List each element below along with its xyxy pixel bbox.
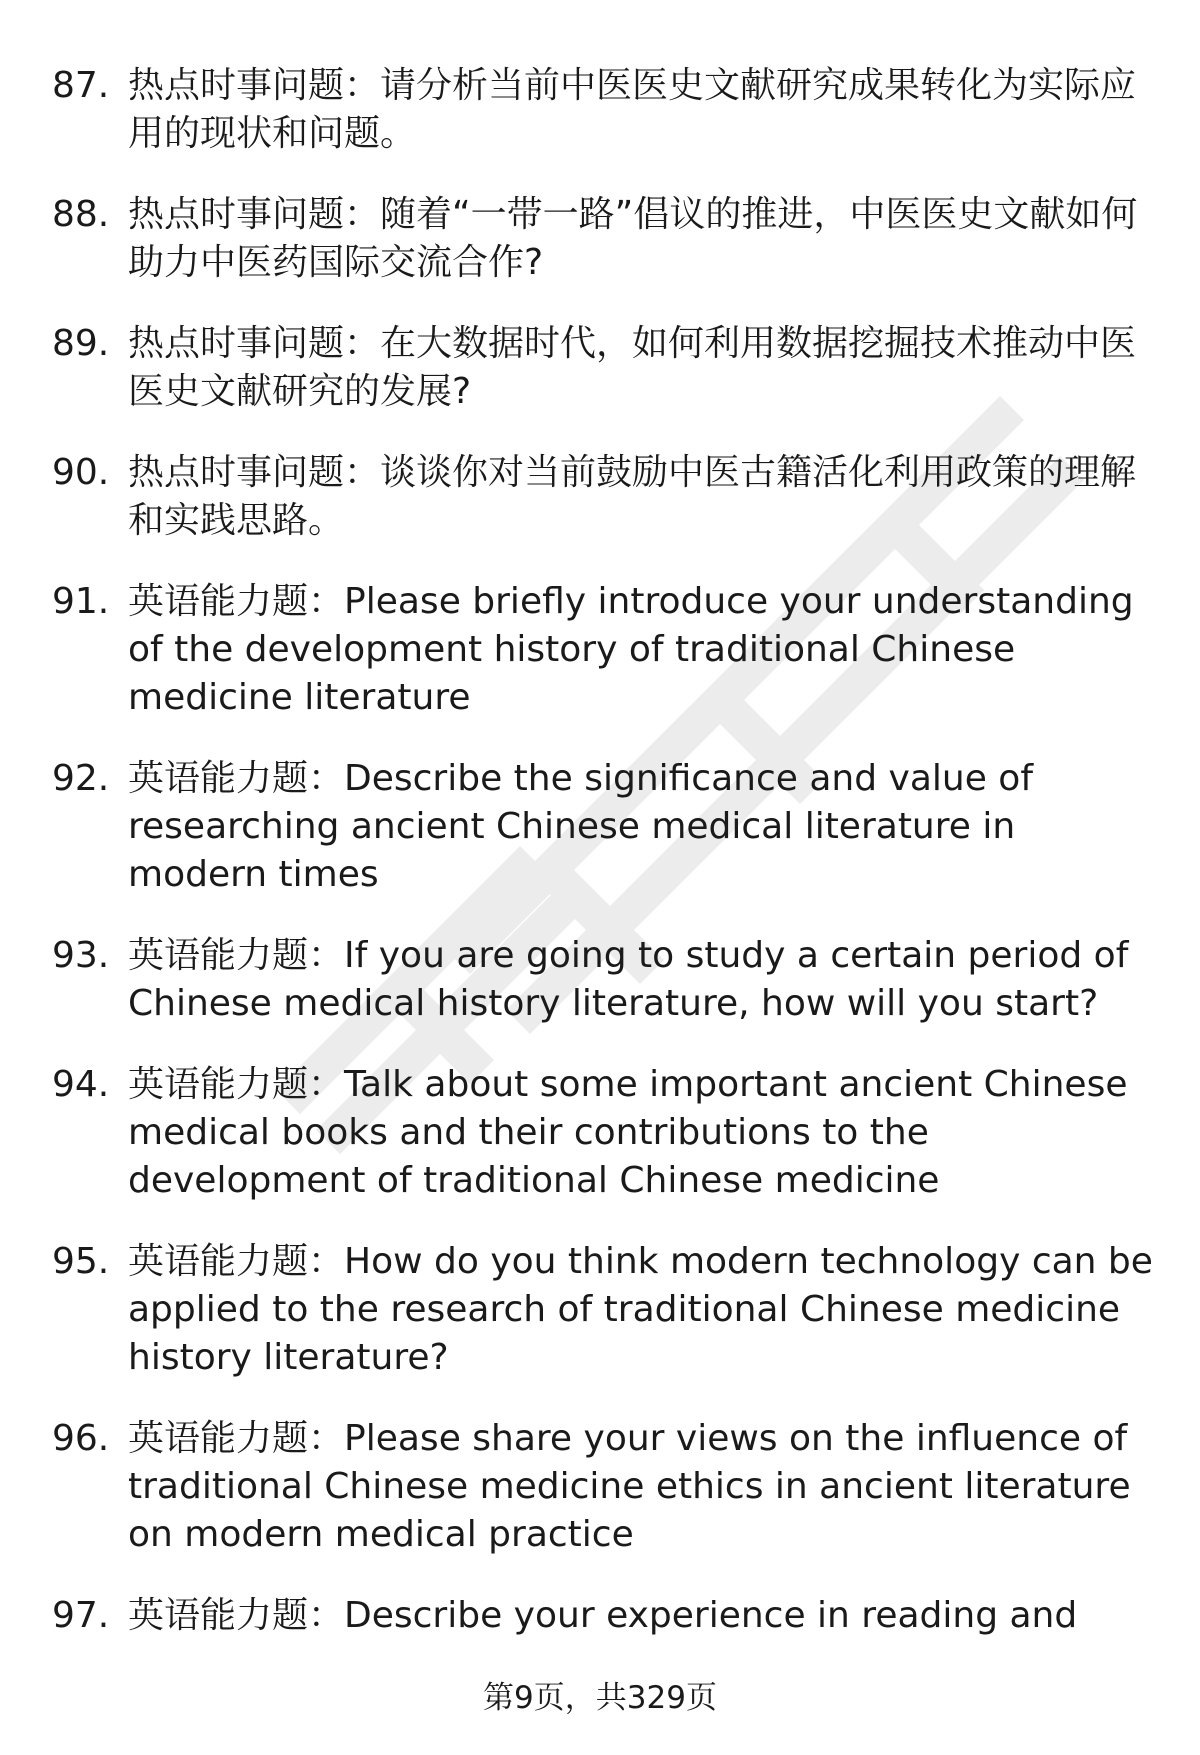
question-category: 英语能力题： [128, 1064, 345, 1105]
question-body [128, 320, 1162, 416]
question-list [52, 62, 1162, 1673]
question-body [128, 62, 1162, 158]
question-number: 90. [52, 452, 110, 493]
question-category: 英语能力题： [128, 1418, 345, 1459]
question-item [52, 62, 1162, 158]
question-body [128, 1061, 1162, 1205]
question-body [128, 1415, 1162, 1559]
question-item [52, 578, 1162, 722]
question-body [128, 578, 1162, 722]
question-item [52, 191, 1162, 287]
question-body [128, 449, 1162, 545]
question-item [52, 1061, 1162, 1205]
question-category: 热点时事问题： [128, 452, 381, 493]
question-text: If you are going to study a certain period of Chinese medical history literature, how will you start? [128, 935, 1129, 1024]
question-body [128, 1592, 1162, 1640]
question-number: 97. [52, 1595, 110, 1636]
question-category: 热点时事问题： [128, 194, 381, 235]
question-number: 91. [52, 581, 110, 622]
question-category: 英语能力题： [128, 758, 345, 799]
question-category: 热点时事问题： [128, 323, 381, 364]
question-category: 热点时事问题： [128, 65, 381, 106]
question-item [52, 1415, 1162, 1559]
question-category: 英语能力题： [128, 581, 345, 622]
question-category: 英语能力题： [128, 935, 345, 976]
question-text: Describe your experience in reading and [344, 1595, 1078, 1636]
question-number: 89. [52, 323, 110, 364]
question-text: 随着“一带一路”倡议的推进，中医医史文献如何助力中医药国际交流合作? [128, 194, 1138, 283]
question-number: 88. [52, 194, 110, 235]
question-item [52, 1592, 1162, 1640]
question-category: 英语能力题： [128, 1595, 345, 1636]
question-item [52, 320, 1162, 416]
question-text: Describe the significance and value of researching ancient Chinese medical literature in modern times [128, 758, 1034, 895]
question-text: 在大数据时代，如何利用数据挖掘技术推动中医医史文献研究的发展? [128, 323, 1137, 412]
question-item [52, 449, 1162, 545]
question-number: 94. [52, 1064, 110, 1105]
question-text: Please share your views on the influence of traditional Chinese medicine ethics in ancient literature on modern medical practice [128, 1418, 1131, 1555]
question-number: 93. [52, 935, 110, 976]
question-number: 92. [52, 758, 110, 799]
page-number-footer: 第9页，共329页 [483, 1680, 717, 1716]
question-body [128, 932, 1162, 1028]
question-item [52, 932, 1162, 1028]
question-text: 谈谈你对当前鼓励中医古籍活化利用政策的理解和实践思路。 [128, 452, 1137, 541]
question-number: 87. [52, 65, 110, 106]
question-text: Talk about some important ancient Chinese medical books and their contributions to the development of traditional Chinese medicine [128, 1064, 1128, 1201]
question-number: 96. [52, 1418, 110, 1459]
question-body [128, 755, 1162, 899]
question-body [128, 191, 1162, 287]
question-number: 95. [52, 1241, 110, 1282]
question-text: How do you think modern technology can be applied to the research of traditional Chinese medicine history literature? [128, 1241, 1153, 1378]
question-item [52, 755, 1162, 899]
question-text: Please briefly introduce your understanding of the development history of traditional Chinese medicine literature [128, 581, 1134, 718]
question-body [128, 1238, 1162, 1382]
question-item [52, 1238, 1162, 1382]
question-text: 请分析当前中医医史文献研究成果转化为实际应用的现状和问题。 [128, 65, 1137, 154]
question-category: 英语能力题： [128, 1241, 345, 1282]
